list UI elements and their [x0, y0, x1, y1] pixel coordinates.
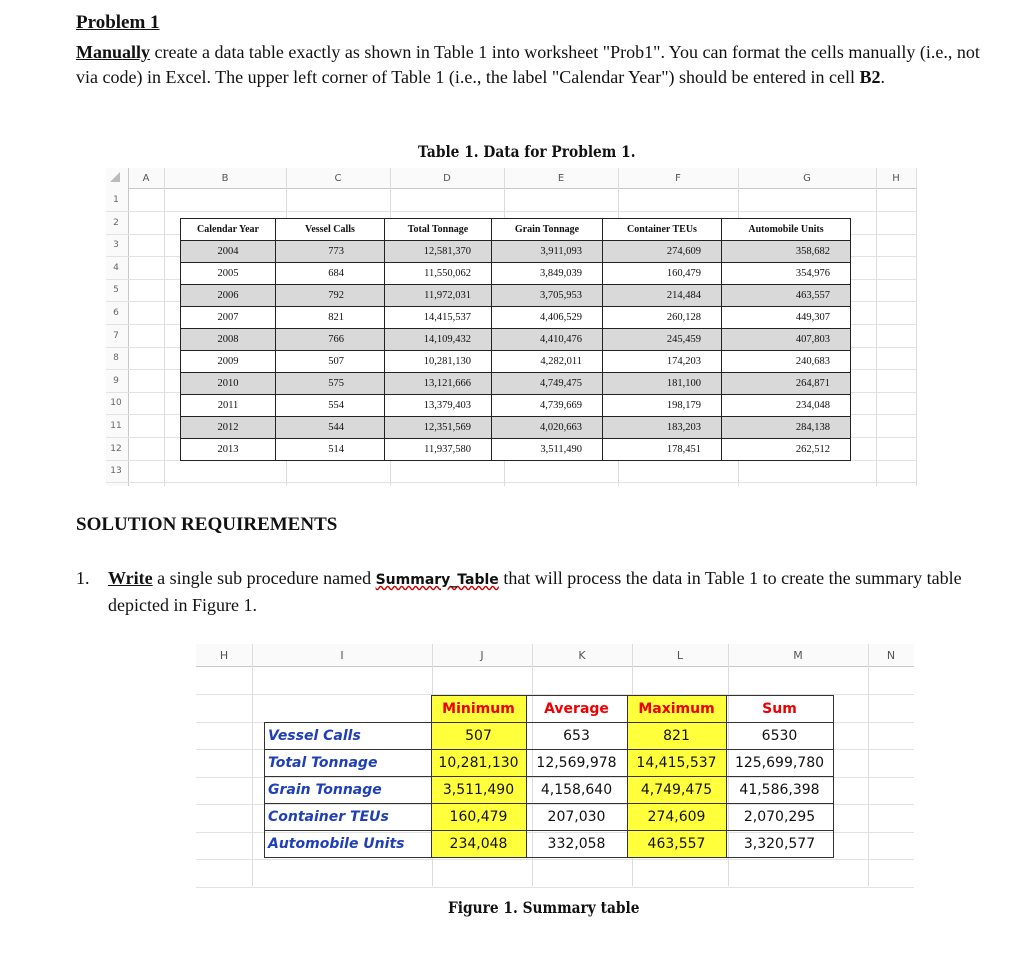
summary-value-cell: 332,058 [526, 831, 627, 858]
table-cell: 766 [276, 329, 385, 351]
column-header-d[interactable]: D [443, 173, 451, 184]
table-cell: 358,682 [722, 241, 851, 263]
summary-header-average: Average [526, 696, 627, 723]
table-cell: 14,109,432 [385, 329, 492, 351]
summary-row-label: Container TEUs [265, 804, 432, 831]
table-cell: 575 [276, 373, 385, 395]
table-cell: 13,121,666 [385, 373, 492, 395]
table-row [181, 395, 851, 417]
table-cell: 514 [276, 439, 385, 461]
table-cell: 2007 [181, 307, 276, 329]
summary-value-cell: 14,415,537 [627, 750, 726, 777]
column-header-a[interactable]: A [142, 173, 150, 184]
summary-row [265, 723, 834, 750]
table1-header: Container TEUs [603, 219, 722, 241]
fig-column-header-k[interactable]: K [578, 649, 586, 662]
table-cell: 4,410,476 [492, 329, 603, 351]
manually-word: Manually [76, 42, 151, 62]
summary-header-minimum: Minimum [431, 696, 526, 723]
table-cell: 4,020,663 [492, 417, 603, 439]
table-cell: 2009 [181, 351, 276, 373]
problem-instructions [76, 40, 988, 90]
table-cell: 3,849,039 [492, 263, 603, 285]
row-header-11[interactable]: 11 [110, 421, 122, 431]
requirement-text-b: that will process the data in Table 1 to create the summary table depicted in Figure 1. [108, 568, 962, 615]
select-all-corner-icon[interactable] [110, 172, 120, 182]
fig-column-gridline [868, 644, 869, 886]
summary-row-label: Total Tonnage [265, 750, 432, 777]
table1-header: Grain Tonnage [492, 219, 603, 241]
table-cell: 792 [276, 285, 385, 307]
cell-reference: B2 [859, 67, 881, 87]
summary-row [265, 750, 834, 777]
row-header-13[interactable]: 13 [110, 466, 122, 477]
table-cell: 11,550,062 [385, 263, 492, 285]
table-row [181, 329, 851, 351]
fig-column-header-l[interactable]: L [676, 649, 684, 662]
requirement-text-a: a single sub procedure named [152, 568, 376, 588]
table-cell: 2004 [181, 241, 276, 263]
summary-header-row [265, 696, 834, 723]
column-header-g[interactable]: G [803, 173, 811, 184]
table-cell: 2013 [181, 439, 276, 461]
table-row [181, 307, 851, 329]
column-gridline [876, 168, 877, 486]
summary-value-cell: 4,158,640 [526, 777, 627, 804]
column-gridline [164, 168, 165, 486]
solution-heading: SOLUTION REQUIREMENTS [76, 514, 338, 535]
table-cell: 507 [276, 351, 385, 373]
table-cell: 160,479 [603, 263, 722, 285]
summary-value-cell: 274,609 [627, 804, 726, 831]
row-header-6[interactable]: 6 [113, 308, 119, 318]
summary-header-maximum: Maximum [627, 696, 726, 723]
summary-table [264, 695, 834, 858]
summary-value-cell: 12,569,978 [526, 750, 627, 777]
table-row [181, 439, 851, 461]
table-cell: 10,281,130 [385, 351, 492, 373]
problem-heading: Problem 1 [76, 12, 160, 33]
summary-row-label: Grain Tonnage [265, 777, 432, 804]
table-cell: 2006 [181, 285, 276, 307]
row-header-8[interactable]: 8 [113, 353, 119, 364]
fig-column-gridline [252, 644, 253, 886]
fig-column-header-n[interactable]: N [886, 649, 896, 662]
table-cell: 274,609 [603, 241, 722, 263]
table-cell: 13,379,403 [385, 395, 492, 417]
fig-column-header-m[interactable]: M [793, 649, 803, 662]
table-cell: 181,100 [603, 373, 722, 395]
column-header-c[interactable]: C [334, 173, 342, 184]
summary-corner-cell [265, 696, 432, 723]
table-cell: 554 [276, 395, 385, 417]
procedure-name: Summary_Table [375, 572, 499, 588]
table1-header: Vessel Calls [276, 219, 385, 241]
row-header-5[interactable]: 5 [113, 285, 119, 296]
summary-value-cell: 6530 [726, 723, 833, 750]
summary-header-sum: Sum [726, 696, 833, 723]
row-header-4[interactable]: 4 [113, 262, 119, 273]
table-cell: 234,048 [722, 395, 851, 417]
row-header-2[interactable]: 2 [113, 217, 119, 228]
table-cell: 684 [276, 263, 385, 285]
requirement-number: 1. [76, 568, 90, 588]
table-cell: 14,415,537 [385, 307, 492, 329]
table-cell: 821 [276, 307, 385, 329]
table-cell: 178,451 [603, 439, 722, 461]
table-row [181, 417, 851, 439]
instructions-end: . [880, 67, 885, 87]
summary-value-cell: 507 [431, 723, 526, 750]
summary-row-label: Vessel Calls [265, 723, 432, 750]
write-word: Write [108, 568, 153, 588]
summary-value-cell: 10,281,130 [431, 750, 526, 777]
summary-value-cell: 821 [627, 723, 726, 750]
table-cell: 449,307 [722, 307, 851, 329]
summary-value-cell: 2,070,295 [726, 804, 833, 831]
table1-header: Calendar Year [181, 219, 276, 241]
row-gridline [106, 482, 916, 483]
summary-value-cell: 234,048 [431, 831, 526, 858]
table-cell: 284,138 [722, 417, 851, 439]
table-cell: 183,203 [603, 417, 722, 439]
row-header-10[interactable]: 10 [110, 398, 122, 409]
table-cell: 354,976 [722, 263, 851, 285]
table-cell: 773 [276, 241, 385, 263]
fig-row-gridline [196, 887, 914, 888]
column-header-f[interactable]: F [675, 173, 681, 184]
table-cell: 407,803 [722, 329, 851, 351]
column-header-b[interactable]: B [221, 173, 229, 184]
table-row [181, 241, 851, 263]
table-cell: 3,705,953 [492, 285, 603, 307]
figure1-caption: Figure 1. Summary table [448, 898, 640, 917]
summary-value-cell: 463,557 [627, 831, 726, 858]
table-cell: 214,484 [603, 285, 722, 307]
table-cell: 264,871 [722, 373, 851, 395]
table-cell: 4,282,011 [492, 351, 603, 373]
summary-value-cell: 3,320,577 [726, 831, 833, 858]
table1-caption: Table 1. Data for Problem 1. [418, 142, 636, 161]
instructions-text: create a data table exactly as shown in Table 1 into worksheet "Prob1". You can format the cells manually (i.e., not via code) in Excel. The upper left corner of Table 1 (i.e., the label "Calendar Year") should be entered in cell [76, 42, 980, 87]
table-row [181, 351, 851, 373]
table-cell: 245,459 [603, 329, 722, 351]
table-row [181, 263, 851, 285]
row-header-3[interactable]: 3 [113, 240, 119, 251]
summary-value-cell: 125,699,780 [726, 750, 833, 777]
table-cell: 12,351,569 [385, 417, 492, 439]
table-cell: 4,749,475 [492, 373, 603, 395]
fig-column-header-j[interactable]: J [480, 649, 484, 662]
table-cell: 262,512 [722, 439, 851, 461]
table-cell: 2012 [181, 417, 276, 439]
table-cell: 11,972,031 [385, 285, 492, 307]
table-cell: 2011 [181, 395, 276, 417]
summary-value-cell: 653 [526, 723, 627, 750]
row-header-7[interactable]: 7 [113, 330, 119, 341]
table1-header: Automobile Units [722, 219, 851, 241]
summary-row [265, 804, 834, 831]
summary-value-cell: 3,511,490 [431, 777, 526, 804]
table-row [181, 373, 851, 395]
table-cell: 240,683 [722, 351, 851, 373]
row-gridline [106, 211, 916, 212]
table-cell: 3,511,490 [492, 439, 603, 461]
table-cell: 544 [276, 417, 385, 439]
table-cell: 2010 [181, 373, 276, 395]
table-cell: 3,911,093 [492, 241, 603, 263]
column-header-e[interactable]: E [557, 173, 565, 184]
table-cell: 4,406,529 [492, 307, 603, 329]
fig-column-header-h[interactable]: H [219, 649, 229, 662]
table-cell: 174,203 [603, 351, 722, 373]
row-header-strip [106, 168, 129, 486]
summary-row-label: Automobile Units [265, 831, 432, 858]
summary-value-cell: 41,586,398 [726, 777, 833, 804]
table-cell: 12,581,370 [385, 241, 492, 263]
summary-row [265, 831, 834, 858]
row-header-1[interactable]: 1 [113, 195, 119, 205]
summary-value-cell: 4,749,475 [627, 777, 726, 804]
table-cell: 2005 [181, 263, 276, 285]
table-cell: 11,937,580 [385, 439, 492, 461]
summary-value-cell: 207,030 [526, 804, 627, 831]
table-cell: 2008 [181, 329, 276, 351]
table-cell: 198,179 [603, 395, 722, 417]
fig-column-header-i[interactable]: I [340, 649, 344, 662]
requirement-text [108, 566, 988, 618]
column-gridline [916, 168, 917, 486]
table1-header: Total Tonnage [385, 219, 492, 241]
table-row [181, 285, 851, 307]
column-header-h[interactable]: H [892, 173, 900, 184]
summary-value-cell: 160,479 [431, 804, 526, 831]
table-cell: 260,128 [603, 307, 722, 329]
table-cell: 4,739,669 [492, 395, 603, 417]
table-cell: 463,557 [722, 285, 851, 307]
summary-row [265, 777, 834, 804]
fig-row-gridline [196, 859, 914, 860]
row-header-9[interactable]: 9 [113, 375, 119, 386]
row-header-12[interactable]: 12 [110, 443, 122, 454]
table1-data-table [180, 218, 851, 461]
